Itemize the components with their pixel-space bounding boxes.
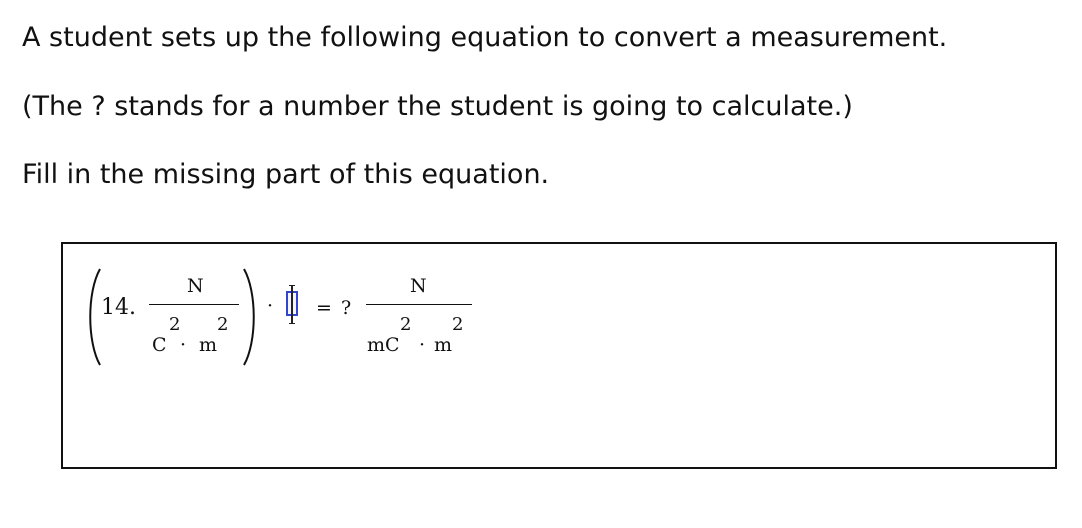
coefficient: 14. — [101, 295, 136, 320]
right-den-exp-1: 2 — [400, 314, 412, 335]
prompt-line-1: A student sets up the following equation to convert a measurement. — [22, 22, 948, 53]
prompt-line-2: (The ? stands for a number the student is going to calculate.) — [22, 91, 853, 122]
left-numerator: N — [187, 275, 204, 297]
prompt-line-3: Fill in the missing part of this equation. — [22, 159, 550, 190]
left-den-unit-1: C — [152, 334, 167, 356]
right-fraction-bar — [366, 304, 472, 305]
left-fraction-bar — [149, 304, 239, 305]
multiply-dot: · — [267, 295, 274, 317]
right-den-dot: · — [419, 334, 426, 356]
cursor-top-tick — [289, 285, 295, 286]
left-den-exp-1: 2 — [169, 314, 181, 335]
cursor-bottom-tick — [289, 323, 295, 324]
right-den-unit-1: mC — [367, 334, 400, 356]
right-paren — [241, 267, 259, 367]
text-cursor — [291, 285, 293, 324]
unknown-value: ? — [341, 297, 352, 319]
left-den-exp-2: 2 — [217, 314, 229, 335]
left-den-unit-2: m — [199, 334, 218, 356]
right-numerator: N — [410, 275, 427, 297]
left-den-dot: · — [180, 334, 187, 356]
equation-answer-box[interactable] — [61, 242, 1057, 469]
right-den-exp-2: 2 — [452, 314, 464, 335]
equals-sign: = — [316, 297, 332, 319]
missing-factor-input[interactable] — [286, 285, 300, 317]
right-den-unit-2: m — [434, 334, 453, 356]
